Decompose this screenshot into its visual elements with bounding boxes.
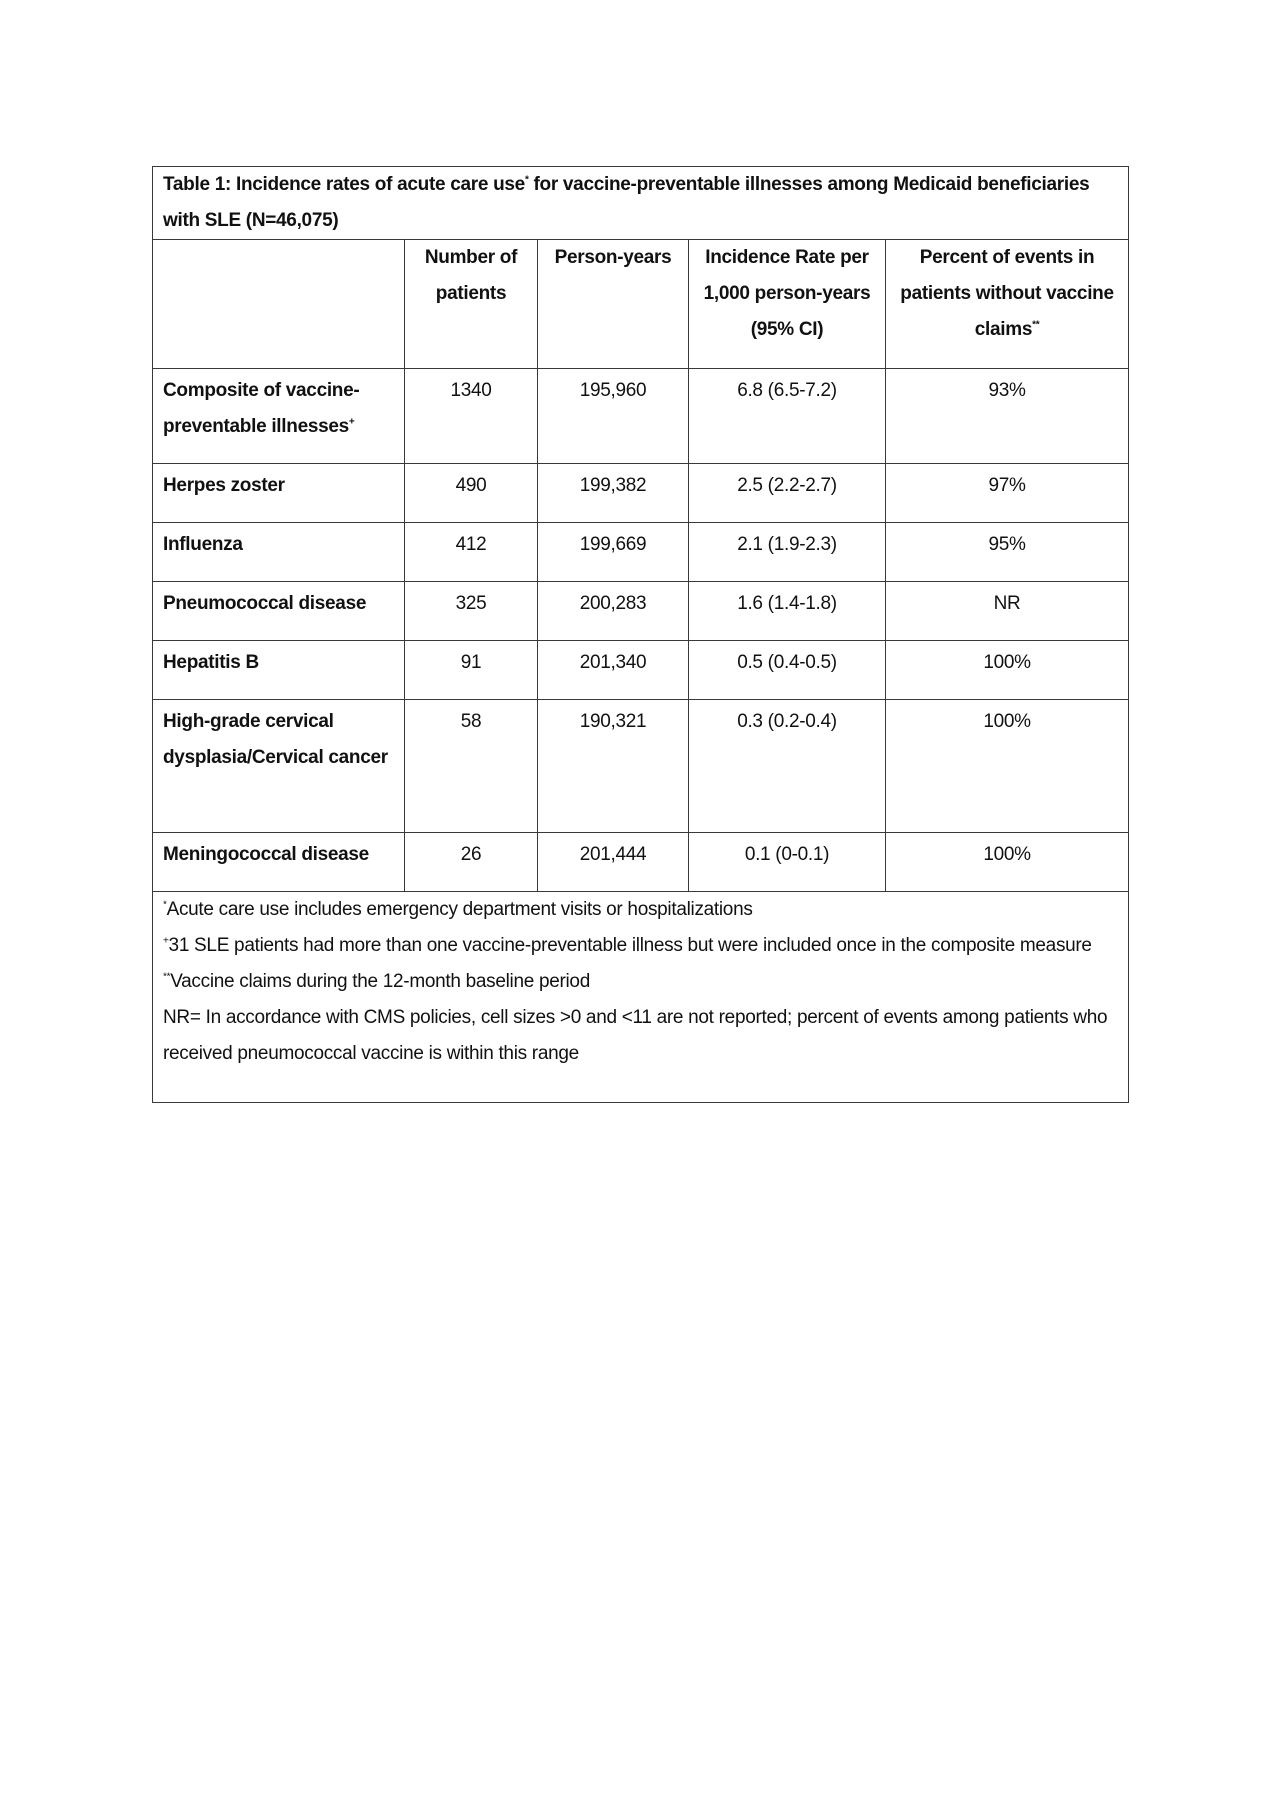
cell-incidence-rate: 6.8 (6.5-7.2)	[689, 369, 886, 464]
footnote-text: NR= In accordance with CMS policies, cell sizes >0 and <11 are not reported; percent of events among patients who received pneumococcal vaccine is within this range	[163, 1007, 1108, 1064]
footnote-text: Acute care use includes emergency department visits or hospitalizations	[166, 899, 753, 920]
cell-patients: 412	[405, 523, 538, 582]
cell-incidence-rate: 0.5 (0.4-0.5)	[689, 641, 886, 700]
incidence-table-container	[152, 166, 1128, 1103]
cell-incidence-rate: 0.3 (0.2-0.4)	[689, 700, 886, 833]
table-row	[153, 582, 1129, 641]
cell-person-years: 190,321	[538, 700, 689, 833]
incidence-rates-table	[152, 166, 1129, 1103]
footnote	[163, 892, 1118, 928]
title-footnote-marker: *	[524, 174, 529, 186]
table-title-row	[153, 167, 1129, 240]
cell-person-years: 199,669	[538, 523, 689, 582]
cell-incidence-rate: 2.5 (2.2-2.7)	[689, 464, 886, 523]
cell-percent-without-vaccine: NR	[886, 582, 1129, 641]
footnote-text: Vaccine claims during the 12-month baseline period	[170, 971, 590, 992]
row-label: Hepatitis B	[153, 641, 405, 700]
row-footnote-marker: +	[348, 416, 355, 428]
column-header-incidence-rate: Incidence Rate per 1,000 person-years (95% CI)	[689, 240, 886, 369]
cell-percent-without-vaccine: 95%	[886, 523, 1129, 582]
column-header-person-years: Person-years	[538, 240, 689, 369]
table-row	[153, 464, 1129, 523]
column-header-illness	[153, 240, 405, 369]
cell-patients: 58	[405, 700, 538, 833]
cell-person-years: 195,960	[538, 369, 689, 464]
cell-percent-without-vaccine: 100%	[886, 700, 1129, 833]
table-footnotes-row	[153, 892, 1129, 1103]
column-header-percent-without-vaccine	[886, 240, 1129, 369]
row-label: Herpes zoster	[153, 464, 405, 523]
table-title-suffix: for vaccine-preventable illnesses among Medicaid beneficiaries with SLE (N=46,075)	[163, 174, 1090, 231]
footnote	[163, 964, 1118, 1000]
footnote-marker: *	[163, 899, 167, 911]
footnote-text: 31 SLE patients had more than one vaccine-preventable illness but were included once in the composite measure	[168, 935, 1092, 956]
table-title-prefix: Table 1: Incidence rates of acute care use	[163, 174, 525, 195]
cell-percent-without-vaccine: 100%	[886, 641, 1129, 700]
cell-patients: 26	[405, 833, 538, 892]
footnote-marker: +	[163, 935, 169, 947]
row-label-text: Composite of vaccine-preventable illnesses	[163, 380, 360, 437]
footnote	[163, 928, 1118, 964]
table-row	[153, 833, 1129, 892]
column-header-footnote-marker: **	[1032, 319, 1040, 331]
footnote-marker: **	[163, 971, 171, 983]
cell-patients: 325	[405, 582, 538, 641]
column-header-patients: Number of patients	[405, 240, 538, 369]
cell-patients: 1340	[405, 369, 538, 464]
table-row	[153, 523, 1129, 582]
cell-incidence-rate: 2.1 (1.9-2.3)	[689, 523, 886, 582]
table-row	[153, 369, 1129, 464]
cell-person-years: 199,382	[538, 464, 689, 523]
cell-person-years: 201,340	[538, 641, 689, 700]
cell-incidence-rate: 1.6 (1.4-1.8)	[689, 582, 886, 641]
row-label: Pneumococcal disease	[153, 582, 405, 641]
cell-percent-without-vaccine: 97%	[886, 464, 1129, 523]
cell-incidence-rate: 0.1 (0-0.1)	[689, 833, 886, 892]
table-row	[153, 700, 1129, 833]
footnote	[163, 1000, 1118, 1072]
cell-person-years: 200,283	[538, 582, 689, 641]
table-header-row	[153, 240, 1129, 369]
table-row	[153, 641, 1129, 700]
cell-patients: 91	[405, 641, 538, 700]
cell-percent-without-vaccine: 93%	[886, 369, 1129, 464]
cell-percent-without-vaccine: 100%	[886, 833, 1129, 892]
cell-patients: 490	[405, 464, 538, 523]
table-title	[153, 167, 1129, 240]
table-footnotes	[153, 892, 1129, 1103]
column-header-percent-label: Percent of events in patients without vaccine claims	[900, 247, 1114, 340]
row-label: High-grade cervical dysplasia/Cervical cancer	[153, 700, 405, 833]
cell-person-years: 201,444	[538, 833, 689, 892]
row-label: Meningococcal disease	[153, 833, 405, 892]
row-label: Influenza	[153, 523, 405, 582]
row-label	[153, 369, 405, 464]
